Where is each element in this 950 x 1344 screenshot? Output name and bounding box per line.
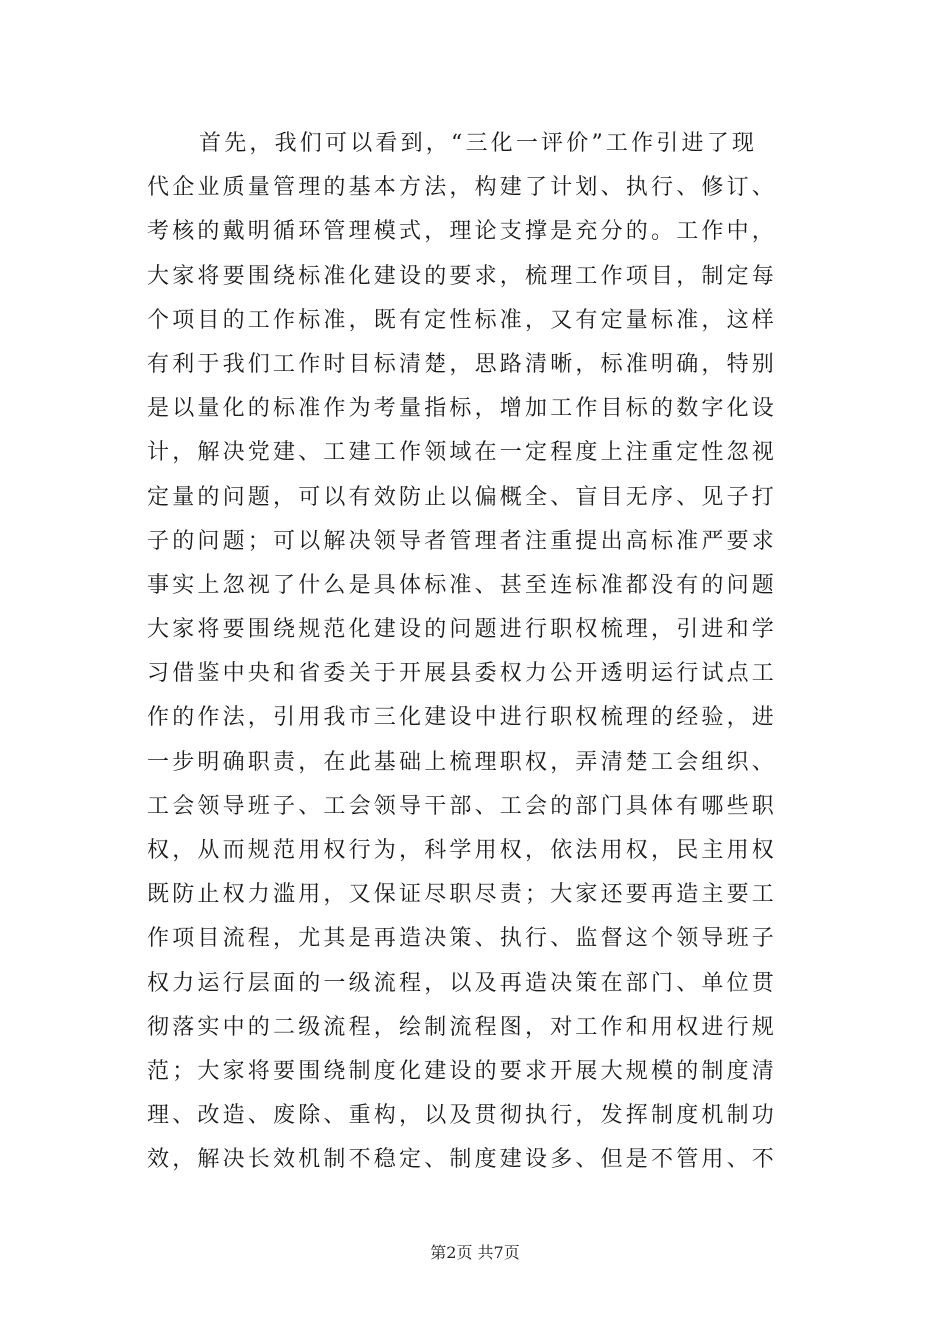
text-line: 大家将要围绕标准化建设的要求，梳理工作项目，制定每 xyxy=(147,263,778,289)
text-line: 子的问题；可以解决领导者管理者注重提出高标准严要求 xyxy=(147,528,778,554)
text-line: 既防止权力滥用，又保证尽职尽责；大家还要再造主要工 xyxy=(147,882,778,908)
text-line: 考核的戴明循环管理模式，理论支撑是充分的。工作中， xyxy=(147,219,778,245)
body-paragraph xyxy=(147,122,807,1183)
text-line: 效，解决长效机制不稳定、制度建设多、但是不管用、不 xyxy=(147,1147,778,1173)
text-line: 工会领导班子、工会领导干部、工会的部门具体有哪些职 xyxy=(147,793,778,819)
text-line: 理、改造、废除、重构，以及贯彻执行，发挥制度机制功 xyxy=(147,1103,778,1129)
text-line: 作项目流程，尤其是再造决策、执行、监督这个领导班子 xyxy=(147,926,778,952)
text-line: 首先，我们可以看到，“三化一评价”工作引进了现 xyxy=(199,131,758,156)
text-line: 代企业质量管理的基本方法，构建了计划、执行、修订、 xyxy=(147,175,778,201)
text-line: 权，从而规范用权行为，科学用权，依法用权，民主用权 xyxy=(147,838,778,863)
text-line: 彻落实中的二级流程，绘制流程图，对工作和用权进行规 xyxy=(147,1014,778,1040)
text-line: 权力运行层面的一级流程，以及再造决策在部门、单位贯 xyxy=(147,970,778,996)
text-line: 个项目的工作标准，既有定性标准，又有定量标准，这样 xyxy=(147,307,778,333)
text-line: 是以量化的标准作为考量指标，增加工作目标的数字化设 xyxy=(147,396,778,422)
text-line: 有利于我们工作时目标清楚，思路清晰，标准明确，特别 xyxy=(147,351,778,377)
text-line: 一步明确职责，在此基础上梳理职权，弄清楚工会组织、 xyxy=(147,749,778,775)
text-line: 事实上忽视了什么是具体标准、甚至连标准都没有的问题 xyxy=(147,572,778,598)
page-number: 第2页 共7页 xyxy=(430,1243,520,1262)
text-line: 计，解决党建、工建工作领域在一定程度上注重定性忽视 xyxy=(147,440,778,466)
text-line: 范；大家将要围绕制度化建设的要求开展大规模的制度清 xyxy=(147,1058,778,1084)
text-line: 习借鉴中央和省委关于开展县委权力公开透明运行试点工 xyxy=(147,661,778,687)
text-line: 大家将要围绕规范化建设的问题进行职权梳理，引进和学 xyxy=(147,617,778,643)
text-line: 定量的问题，可以有效防止以偏概全、盲目无序、见子打 xyxy=(147,484,778,510)
text-line: 作的作法，引用我市三化建设中进行职权梳理的经验，进 xyxy=(147,705,778,731)
